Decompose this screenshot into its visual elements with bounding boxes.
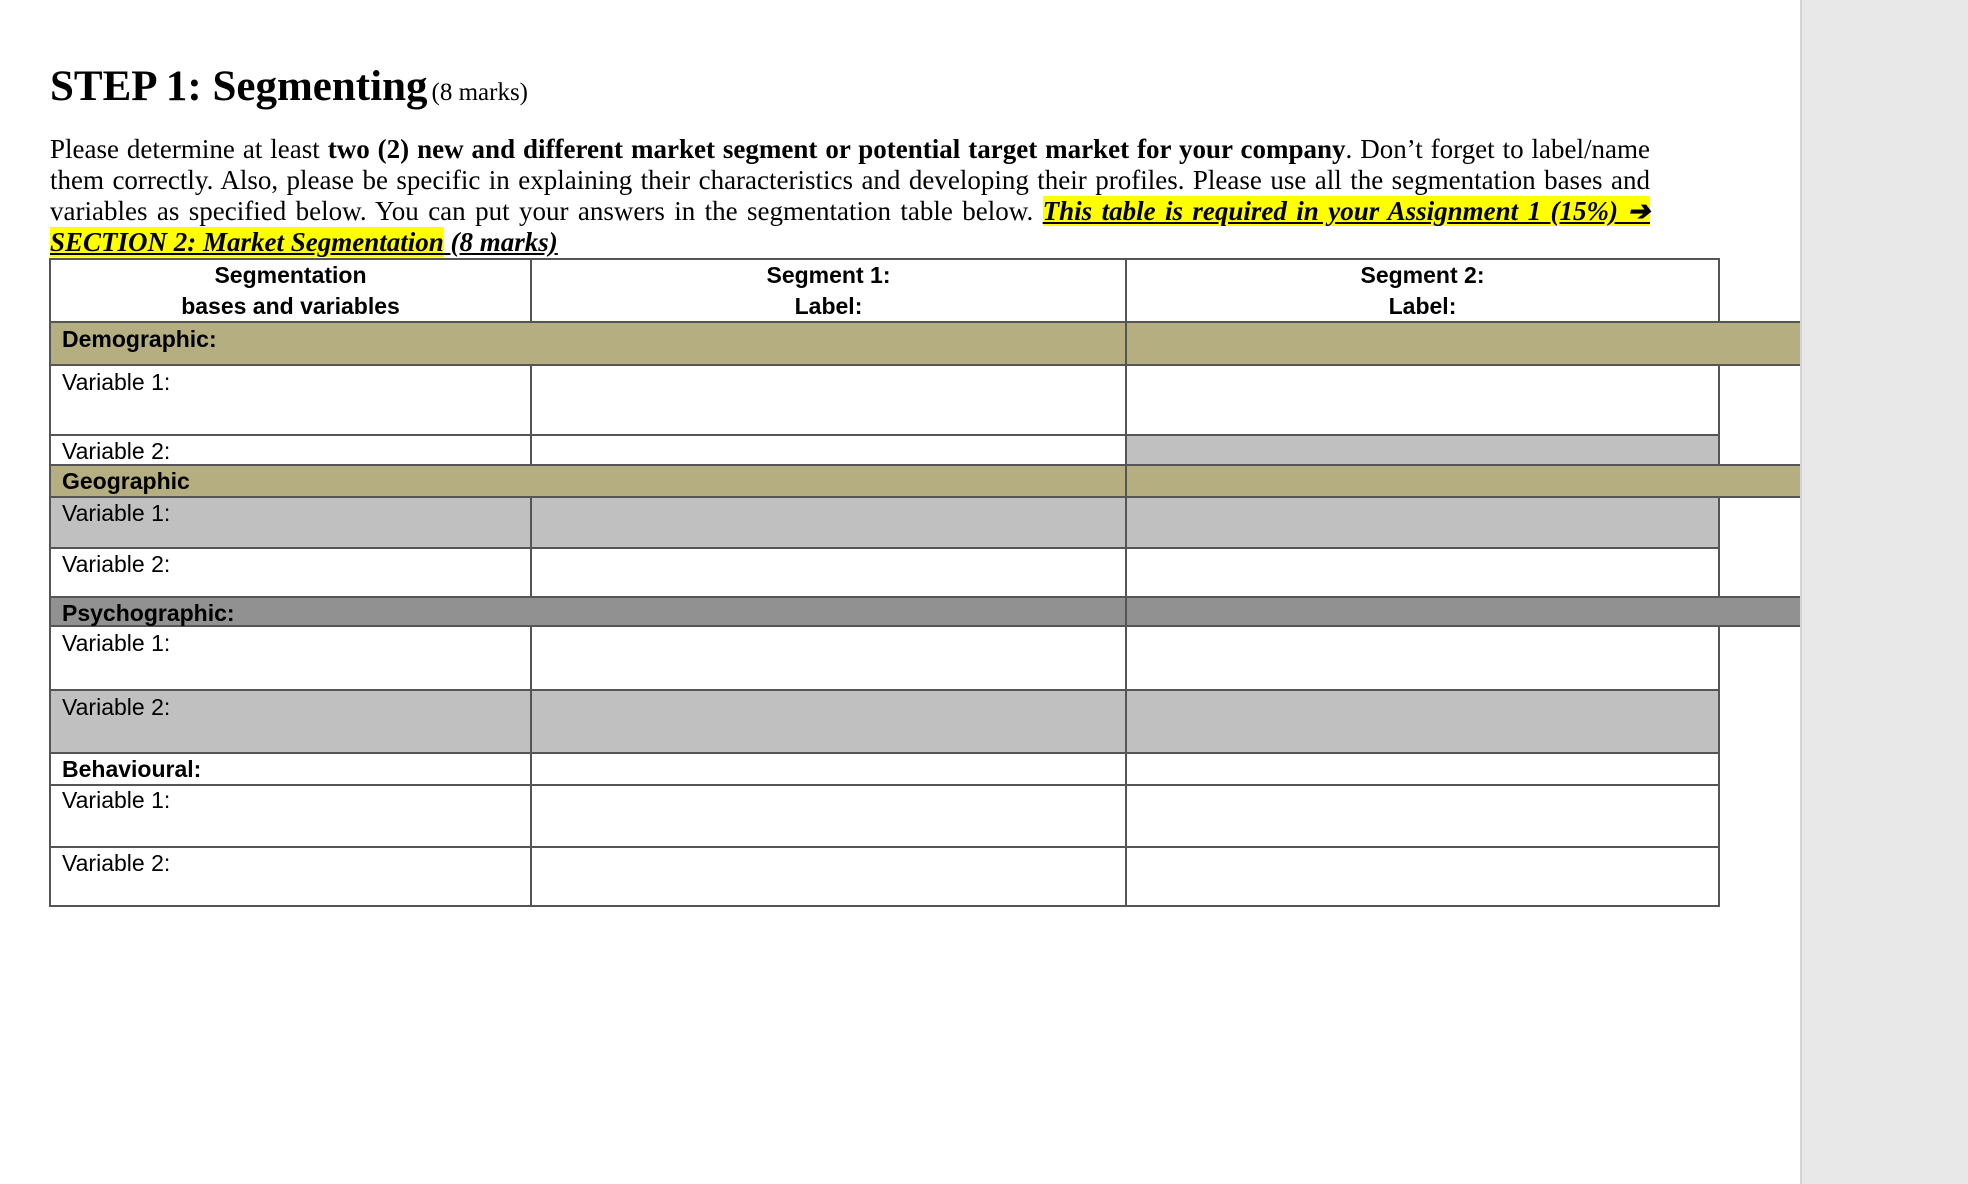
row-divider — [49, 547, 1720, 549]
row-divider — [49, 689, 1720, 691]
geographic-variable-1: Variable 1: — [62, 500, 171, 526]
psychographic-variable-2: Variable 2: — [62, 694, 171, 720]
geographic-band — [50, 465, 1126, 497]
row-divider — [49, 625, 1800, 627]
row-divider — [49, 464, 1800, 466]
table-border-left — [49, 259, 51, 907]
demographic-variable-2: Variable 2: — [62, 438, 171, 464]
behavioural-variable-2: Variable 2: — [62, 850, 171, 876]
table-border-right — [1718, 626, 1720, 907]
shaded-row — [50, 690, 1719, 753]
header-segment-2-title: Segment 2: — [1360, 262, 1485, 288]
intro-text-1: Please determine at least — [50, 134, 328, 164]
table-border-right — [1718, 259, 1720, 322]
row-divider — [49, 752, 1720, 754]
behavioural-variable-1: Variable 1: — [62, 787, 171, 813]
row-divider — [49, 364, 1800, 366]
header-bases-line1: Segmentation — [214, 262, 367, 288]
demographic-band-ext — [1126, 322, 1800, 365]
step-title: STEP 1: Segmenting — [50, 63, 428, 110]
col-divider — [530, 626, 532, 907]
demographic-variable-1: Variable 1: — [62, 369, 171, 395]
header-segment-1-label: Label: — [794, 293, 863, 319]
row-divider — [49, 784, 1720, 786]
row-divider — [49, 496, 1800, 498]
assignment-highlight: This table is required in your Assignment 1 (15%) ➔ SECTION 2: Market Segmentation — [50, 196, 1650, 257]
header-bases — [51, 260, 530, 322]
table-border-bottom — [49, 905, 1720, 907]
header-segment-2 — [1127, 260, 1718, 322]
col-divider — [530, 365, 532, 465]
geographic-band-ext — [1126, 465, 1800, 497]
section-geographic: Geographic — [62, 468, 190, 494]
section-psychographic: Psychographic: — [62, 600, 235, 626]
intro-bold: two (2) new and different market segment or potential target market for your company — [327, 134, 1346, 164]
geographic-variable-2: Variable 2: — [62, 551, 171, 577]
psychographic-band-ext — [1126, 597, 1800, 626]
col-divider — [1125, 259, 1127, 907]
intro-text-2: . Don’t forget to label/name them correctly. Also, please be specific in explaining their characteristics and developing their profiles. Please use all the segmentation bases and variables as specified below. You can put your answers in the segmentation table below. — [50, 134, 1650, 226]
row-divider — [49, 596, 1800, 598]
step-marks: (8 marks) — [431, 79, 528, 106]
shaded-row — [50, 497, 1719, 548]
section-behavioural: Behavioural: — [62, 756, 202, 782]
header-segment-2-label: Label: — [1388, 293, 1457, 319]
header-segment-1-title: Segment 1: — [766, 262, 891, 288]
section-demographic: Demographic: — [62, 326, 217, 352]
assignment-marks: (8 marks) — [443, 227, 558, 257]
shaded-cell — [1126, 435, 1719, 465]
table-border-right — [1718, 365, 1720, 465]
row-divider — [49, 434, 1720, 436]
row-divider — [49, 846, 1720, 848]
header-segment-1 — [532, 260, 1125, 322]
psychographic-variable-1: Variable 1: — [62, 630, 171, 656]
header-bases-line2: bases and variables — [181, 293, 400, 319]
